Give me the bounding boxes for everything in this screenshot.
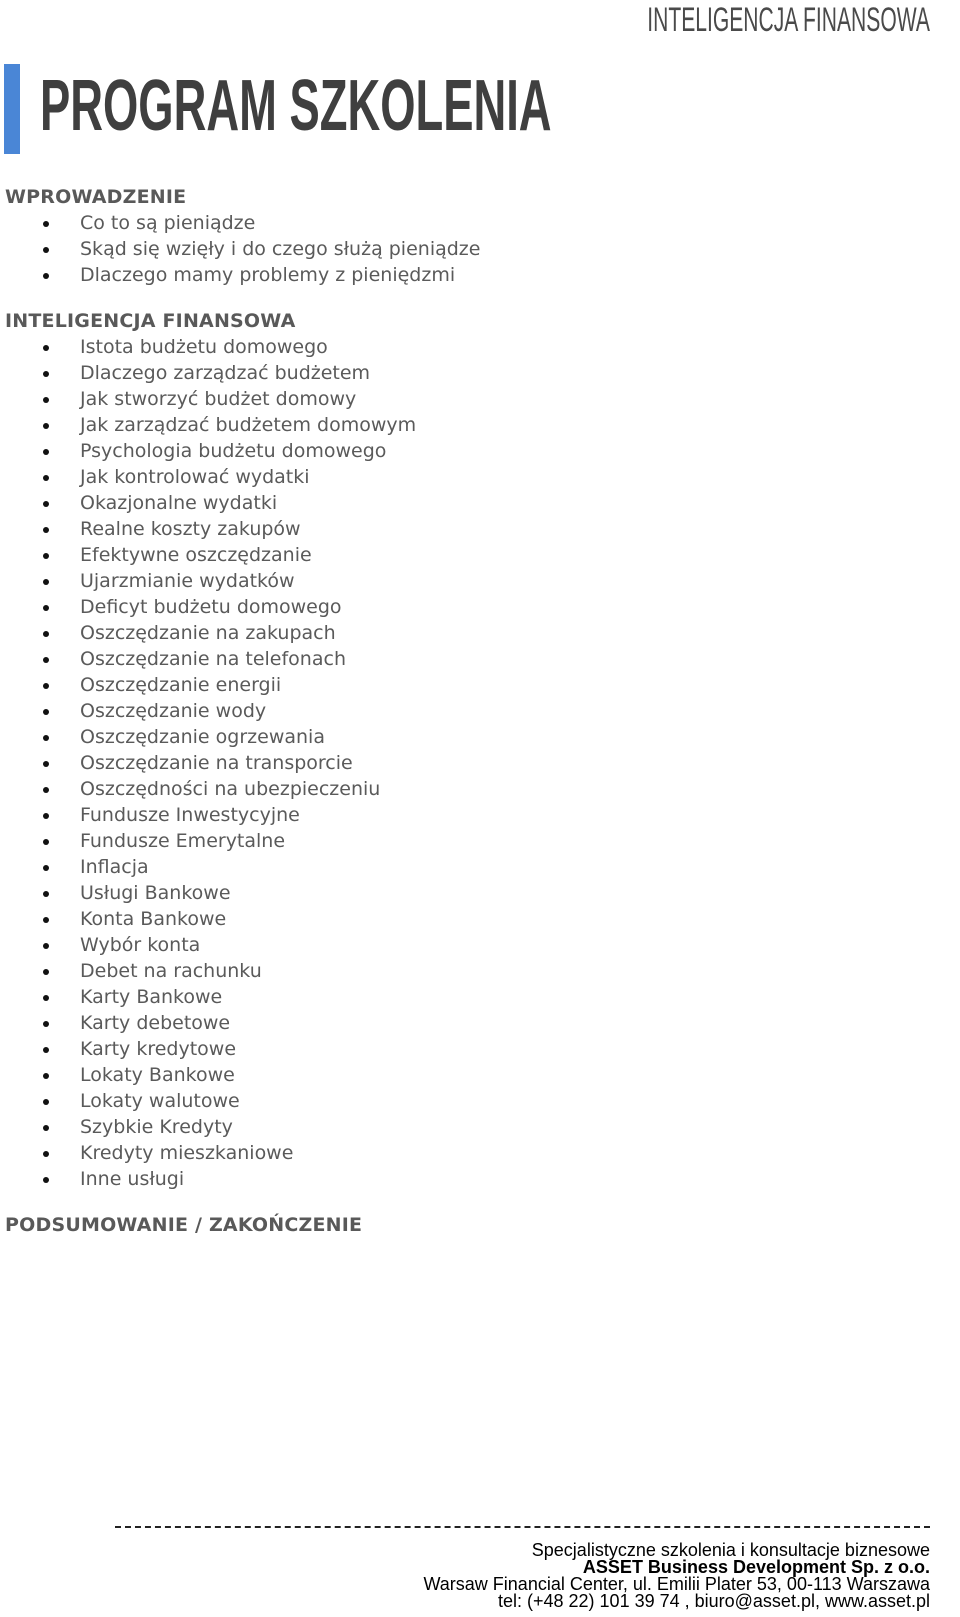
list-item	[0, 386, 940, 412]
list-item	[0, 776, 940, 802]
bullet-icon	[43, 1177, 49, 1183]
list-item	[0, 568, 940, 594]
bullet-icon	[43, 943, 49, 949]
footer-company: ASSET Business Development Sp. z o.o.	[582, 1557, 930, 1577]
footer-divider	[115, 1526, 930, 1528]
list-item	[0, 1140, 940, 1166]
list-item	[0, 802, 940, 828]
bullet-icon	[43, 657, 49, 663]
list-item-text: Konta Bankowe	[80, 908, 227, 930]
list-item-text: Okazjonalne wydatki	[80, 492, 278, 514]
list-item-text: Karty debetowe	[80, 1012, 231, 1034]
list-item-text: Oszczędzanie ogrzewania	[80, 726, 325, 748]
list-item-text: Usługi Bankowe	[80, 882, 231, 904]
list-item-text: Oszczędzanie na zakupach	[80, 622, 336, 644]
list-item	[0, 750, 940, 776]
bullet-icon	[43, 1073, 49, 1079]
bullet-icon	[43, 579, 49, 585]
list-item	[0, 542, 940, 568]
bullet-icon	[43, 371, 49, 377]
list-item	[0, 1062, 940, 1088]
list-item	[0, 646, 940, 672]
list-item-text: Inflacja	[80, 856, 149, 878]
section-list	[0, 334, 940, 1192]
bullet-icon	[43, 891, 49, 897]
list-item	[0, 1114, 940, 1140]
section-introduction	[0, 184, 940, 288]
list-item	[0, 594, 940, 620]
bullet-icon	[43, 631, 49, 637]
list-item	[0, 236, 940, 262]
bullet-icon	[43, 1099, 49, 1105]
bullet-icon	[43, 761, 49, 767]
bullet-icon	[43, 1047, 49, 1053]
list-item	[0, 334, 940, 360]
bullet-icon	[43, 221, 49, 227]
list-item-text: Oszczędzanie na telefonach	[80, 648, 346, 670]
program-content	[0, 184, 940, 1238]
list-item	[0, 438, 940, 464]
list-item-text: Szybkie Kredyty	[80, 1116, 233, 1138]
list-item-text: Deficyt budżetu domowego	[80, 596, 342, 618]
list-item	[0, 210, 940, 236]
bullet-icon	[43, 1125, 49, 1131]
list-item	[0, 360, 940, 386]
list-item-text: Psychologia budżetu domowego	[80, 440, 387, 462]
bullet-icon	[43, 683, 49, 689]
bullet-icon	[43, 709, 49, 715]
bullet-icon	[43, 917, 49, 923]
list-item-text: Oszczędzanie wody	[80, 700, 267, 722]
section-heading: PODSUMOWANIE / ZAKOŃCZENIE	[5, 1214, 363, 1236]
list-item	[0, 412, 940, 438]
bullet-icon	[43, 397, 49, 403]
bullet-icon	[43, 345, 49, 351]
list-item	[0, 906, 940, 932]
bullet-icon	[43, 787, 49, 793]
list-item-text: Wybór konta	[80, 934, 201, 956]
bullet-icon	[43, 527, 49, 533]
bullet-icon	[43, 1021, 49, 1027]
list-item-text: Fundusze Inwestycyjne	[80, 804, 300, 826]
footer	[0, 1526, 930, 1610]
list-item	[0, 880, 940, 906]
list-item-text: Skąd się wzięły i do czego służą pieniądze	[80, 238, 481, 260]
list-item	[0, 1036, 940, 1062]
list-item	[0, 958, 940, 984]
bullet-icon	[43, 501, 49, 507]
list-item-text: Co to są pieniądze	[80, 212, 256, 234]
list-item	[0, 984, 940, 1010]
list-item	[0, 516, 940, 542]
list-item-text: Realne koszty zakupów	[80, 518, 301, 540]
list-item-text: Oszczędności na ubezpieczeniu	[80, 778, 381, 800]
bullet-icon	[43, 813, 49, 819]
list-item-text: Dlaczego mamy problemy z pieniędzmi	[80, 264, 456, 286]
list-item-text: Debet na rachunku	[80, 960, 262, 982]
bullet-icon	[43, 449, 49, 455]
list-item-text: Kredyty mieszkaniowe	[80, 1142, 294, 1164]
list-item-text: Oszczędzanie na transporcie	[80, 752, 353, 774]
list-item	[0, 698, 940, 724]
bullet-icon	[43, 475, 49, 481]
bullet-icon	[43, 423, 49, 429]
list-item-text: Fundusze Emerytalne	[80, 830, 286, 852]
brand-header: INTELIGENCJA FINANSOWA	[647, 1, 930, 39]
list-item-text: Lokaty Bankowe	[80, 1064, 235, 1086]
list-item-text: Efektywne oszczędzanie	[80, 544, 312, 566]
footer-contact: tel: (+48 22) 101 39 74 , biuro@asset.pl, www.asset.pl	[497, 1591, 930, 1611]
bullet-icon	[43, 735, 49, 741]
list-item	[0, 828, 940, 854]
list-item	[0, 262, 940, 288]
section-heading: WPROWADZENIE	[5, 186, 187, 208]
list-item	[0, 724, 940, 750]
list-item	[0, 620, 940, 646]
bullet-icon	[43, 247, 49, 253]
list-item-text: Jak zarządzać budżetem domowym	[80, 414, 417, 436]
list-item	[0, 1010, 940, 1036]
list-item	[0, 1166, 940, 1192]
footer-address: Warsaw Financial Center, ul. Emilii Plater 53, 00-113 Warszawa	[423, 1574, 930, 1594]
bullet-icon	[43, 1151, 49, 1157]
bullet-icon	[43, 839, 49, 845]
list-item-text: Inne usługi	[80, 1168, 185, 1190]
bullet-icon	[43, 273, 49, 279]
bullet-icon	[43, 553, 49, 559]
list-item-text: Karty kredytowe	[80, 1038, 237, 1060]
list-item-text: Istota budżetu domowego	[80, 336, 328, 358]
section-summary	[0, 1212, 940, 1238]
list-item	[0, 1088, 940, 1114]
section-list	[0, 210, 940, 288]
bullet-icon	[43, 969, 49, 975]
page-title: PROGRAM SZKOLENIA	[40, 66, 552, 146]
list-item-text: Karty Bankowe	[80, 986, 223, 1008]
bullet-icon	[43, 605, 49, 611]
bullet-icon	[43, 995, 49, 1001]
section-heading: INTELIGENCJA FINANSOWA	[5, 310, 296, 332]
section-financial-intelligence	[0, 308, 940, 1192]
bullet-icon	[43, 865, 49, 871]
list-item-text: Dlaczego zarządzać budżetem	[80, 362, 371, 384]
list-item	[0, 672, 940, 698]
list-item-text: Jak stworzyć budżet domowy	[80, 388, 357, 410]
list-item-text: Ujarzmianie wydatków	[80, 570, 295, 592]
list-item	[0, 490, 940, 516]
footer-tagline: Specjalistyczne szkolenia i konsultacje biznesowe	[531, 1540, 930, 1560]
list-item-text: Lokaty walutowe	[80, 1090, 240, 1112]
title-accent-bar	[4, 64, 20, 154]
list-item	[0, 932, 940, 958]
list-item	[0, 464, 940, 490]
list-item-text: Jak kontrolować wydatki	[80, 466, 310, 488]
list-item-text: Oszczędzanie energii	[80, 674, 282, 696]
list-item	[0, 854, 940, 880]
